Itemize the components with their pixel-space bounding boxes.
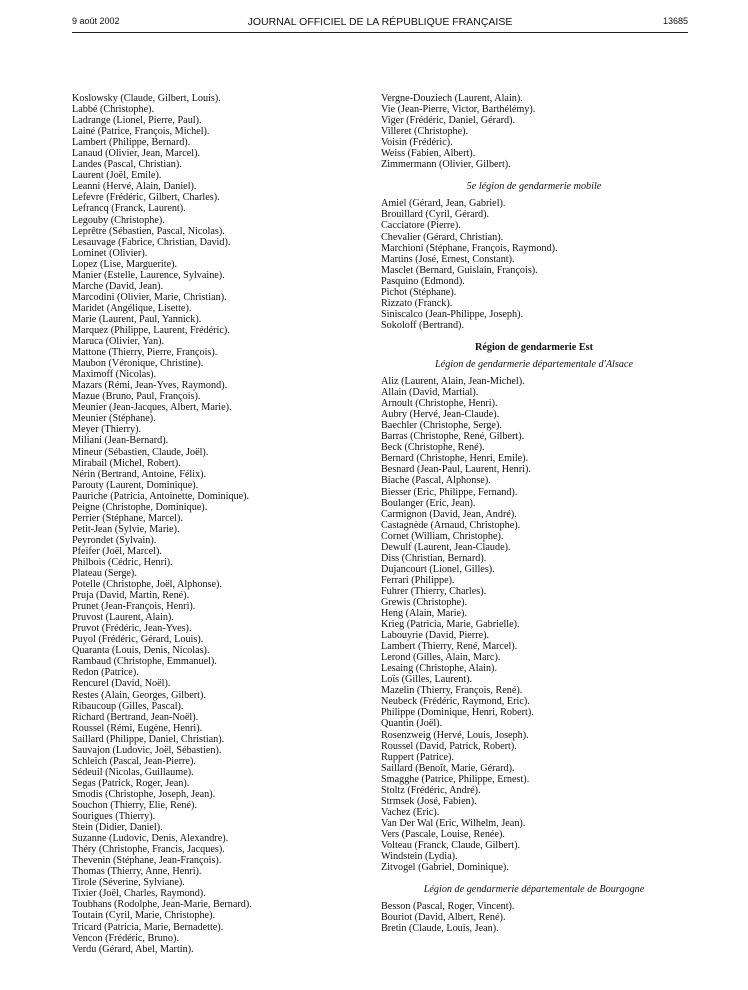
list-item: Mazue (Bruno, Paul, François). xyxy=(72,391,201,403)
list-item: Toubhans (Rodolphe, Jean-Marie, Bernard). xyxy=(72,899,252,911)
region-heading-est: Région de gendarmerie Est xyxy=(475,341,593,353)
list-item: Meunier (Jean-Jacques, Albert, Marie). xyxy=(72,402,232,414)
list-item: Suzanne (Ludovic, Denis, Alexandre). xyxy=(72,833,229,845)
list-item: Manier (Estelle, Laurence, Sylvaine). xyxy=(72,269,225,281)
list-item: Philbois (Cédric, Henri). xyxy=(72,556,173,568)
list-item: Pruvost (Laurent, Alain). xyxy=(72,612,174,624)
list-item: Grewis (Christophe). xyxy=(381,596,468,608)
list-item: Peigne (Christophe, Dominique). xyxy=(72,501,208,513)
list-item: Lesaing (Christophe, Alain). xyxy=(381,663,498,675)
list-item: Restes (Alain, Georges, Gilbert). xyxy=(72,689,206,701)
list-item: Cornet (William, Christophe). xyxy=(381,530,504,542)
list-item: Leprêtre (Sébastien, Pascal, Nicolas). xyxy=(72,225,225,237)
list-item: Pruvot (Frédéric, Jean-Yves). xyxy=(72,623,192,635)
list-item: Beck (Christophe, René). xyxy=(381,442,485,454)
list-item: Diss (Christian, Bernard). xyxy=(381,552,487,564)
list-item: Petit-Jean (Sylvie, Marie). xyxy=(72,523,180,535)
spacer xyxy=(381,331,687,342)
list-item: Dujancourt (Lionel, Gilles). xyxy=(381,563,495,575)
list-item: Landes (Pascal, Christian). xyxy=(72,159,182,171)
list-item: Lanaud (Olivier, Jean, Marcel). xyxy=(72,148,201,160)
list-item: Windstein (Lydia). xyxy=(381,851,458,863)
list-item: Maubon (Véronique, Christine). xyxy=(72,358,204,370)
list-item: Vie (Jean-Pierre, Victor, Barthélémy). xyxy=(381,104,536,116)
list-item: Pfeifer (Joël, Marcel). xyxy=(72,545,162,557)
list-item: Neubeck (Frédéric, Raymond, Eric). xyxy=(381,696,530,708)
list-item: Tirole (Séverine, Sylviane). xyxy=(72,877,185,889)
list-item: Meyer (Thierry). xyxy=(72,424,142,436)
list-item: Allain (David, Martial). xyxy=(381,387,479,399)
list-item: Fuhrer (Thierry, Charles). xyxy=(381,585,487,597)
list-item: Strmsek (José, Fabien). xyxy=(381,795,477,807)
list-item: Lainé (Patrice, François, Michel). xyxy=(72,126,210,138)
list-item: Redon (Patrice). xyxy=(72,667,139,679)
list-item: Ruppert (Patrice). xyxy=(381,751,454,763)
list-item: Vergne-Douziech (Laurent, Alain). xyxy=(381,93,523,104)
alsace-list xyxy=(381,376,687,873)
list-item: Maridet (Angélique, Lisette). xyxy=(72,302,192,314)
list-item: Zitvogel (Gabriel, Dominique). xyxy=(381,862,509,874)
mobile-list xyxy=(381,198,687,331)
list-item: Mazelin (Thierry, François, René). xyxy=(381,685,523,697)
list-item: Marchioni (Stéphane, François, Raymond). xyxy=(381,242,558,254)
list-item: Voisin (Frédéric). xyxy=(381,137,453,149)
list-item: Mirabail (Michel, Robert). xyxy=(72,457,181,469)
list-item: Miliani (Jean-Bernard). xyxy=(72,435,169,447)
section-heading-mobile: 5e légion de gendarmerie mobile xyxy=(466,181,602,193)
list-item: Sokoloff (Bertrand). xyxy=(381,319,464,331)
list-item: Lambert (Thierry, René, Marcel). xyxy=(381,641,518,653)
list-item: Vachez (Eric). xyxy=(381,806,440,818)
header-title: JOURNAL OFFICIEL DE LA RÉPUBLIQUE FRANÇAISE xyxy=(247,16,513,28)
list-item: Verdu (Gérard, Abel, Martin). xyxy=(72,943,194,955)
list-item: Lefevre (Frédéric, Gilbert, Charles). xyxy=(72,192,220,204)
spacer xyxy=(381,873,687,884)
right-top-list xyxy=(381,93,687,170)
list-item: Quaranta (Louis, Denis, Nicolas). xyxy=(72,645,210,657)
list-item: Maruca (Olivier, Yan). xyxy=(72,336,165,348)
list-item: Masclet (Bernard, Guislain, François). xyxy=(381,264,538,276)
list-item: Smodis (Christophe, Joseph, Jean). xyxy=(72,788,216,800)
list-item: Aubry (Hervé, Jean-Claude). xyxy=(381,409,500,421)
list-item: Brouillard (Cyril, Gérard). xyxy=(381,209,490,221)
list-item: Rizzato (Franck). xyxy=(381,297,453,309)
list-item: Villeret (Christophe). xyxy=(381,126,469,138)
list-item: Souchon (Thierry, Elie, René). xyxy=(72,800,197,811)
list-item: Weiss (Fabien, Albert). xyxy=(381,148,476,160)
list-item: Labouyrie (David, Pierre). xyxy=(381,630,490,642)
list-item: Ladrange (Lionel, Pierre, Paul). xyxy=(72,115,202,127)
list-item: Pasquino (Edmond). xyxy=(381,275,465,287)
list-item: Roussel (David, Patrick, Robert). xyxy=(381,740,517,752)
list-item: Lopez (Lise, Marguerite). xyxy=(72,258,178,270)
list-item: Aliz (Laurent, Alain, Jean-Michel). xyxy=(381,376,525,388)
list-item: Théry (Christophe, Francis, Jacques). xyxy=(72,844,225,856)
list-item: Vers (Pascale, Louise, Renée). xyxy=(381,828,505,840)
bourgogne-list xyxy=(381,901,687,934)
list-item: Sédeuil (Nicolas, Guillaume). xyxy=(72,766,194,778)
list-item: Bouriot (David, Albert, René). xyxy=(381,912,506,924)
list-item: Saillard (Philippe, Daniel, Christian). xyxy=(72,733,225,745)
header-date: 9 août 2002 xyxy=(72,16,120,26)
list-item: Rosenzweig (Hervé, Louis, Joseph). xyxy=(381,729,529,741)
list-item: Roussel (Rémi, Eugène, Henri). xyxy=(72,722,203,734)
list-item: Nérin (Bertrand, Antoine, Félix). xyxy=(72,468,207,480)
list-item: Laurent (Joël, Emile). xyxy=(72,170,162,182)
left-column xyxy=(72,93,360,955)
list-item: Toutain (Cyril, Marie, Christophe). xyxy=(72,910,216,922)
list-item: Puyol (Frédéric, Gérard, Louis). xyxy=(72,634,204,646)
list-item: Castagnède (Arnaud, Christophe). xyxy=(381,519,521,531)
list-item: Van Der Wal (Eric, Wilhelm, Jean). xyxy=(381,817,526,829)
list-item: Sauvajon (Ludovic, Joël, Sébastien). xyxy=(72,744,222,756)
list-item: Lominet (Olivier). xyxy=(72,247,148,259)
header-page-number: 13685 xyxy=(662,16,688,26)
list-item: Zimmermann (Olivier, Gilbert). xyxy=(381,159,511,171)
list-item: Heng (Alain, Marie). xyxy=(381,608,467,620)
list-item: Rencurel (David, Noël). xyxy=(72,678,171,690)
list-item: Legouby (Christophe). xyxy=(72,214,165,226)
section-heading-bourgogne: Légion de gendarmerie départementale de Bourgogne xyxy=(423,884,645,896)
list-item: Thevenin (Stéphane, Jean-François). xyxy=(72,855,222,867)
list-item: Martins (José, Ernest, Constant). xyxy=(381,253,515,265)
list-item: Stein (Didier, Daniel). xyxy=(72,822,163,834)
spacer xyxy=(381,170,687,181)
list-item: Saillard (Benoît, Marie, Gérard). xyxy=(381,762,515,774)
list-item: Pauriche (Patricia, Antoinette, Dominique). xyxy=(72,490,250,502)
header-rule xyxy=(72,32,688,33)
list-item: Philippe (Dominique, Henri, Robert). xyxy=(381,707,534,719)
list-item: Potelle (Christophe, Joël, Alphonse). xyxy=(72,579,222,591)
list-item: Marquez (Philippe, Laurent, Frédéric). xyxy=(72,324,230,336)
list-item: Pichot (Stéphane). xyxy=(381,286,457,298)
list-item: Boulanger (Eric, Jean). xyxy=(381,497,476,509)
list-item: Quantin (Joël). xyxy=(381,718,443,730)
list-item: Mazars (Rémi, Jean-Yves, Raymond). xyxy=(72,380,228,392)
list-item: Lambert (Philippe, Bernard). xyxy=(72,137,191,149)
list-item: Arnoult (Christophe, Henri). xyxy=(381,398,498,410)
list-item: Schleich (Pascal, Jean-Pierre). xyxy=(72,755,196,767)
list-item: Biesser (Eric, Philippe, Fernand). xyxy=(381,486,518,498)
list-item: Besnard (Jean-Paul, Laurent, Henri). xyxy=(381,464,531,476)
list-item: Rambaud (Christophe, Emmanuel). xyxy=(72,656,217,668)
list-item: Viger (Frédéric, Daniel, Gérard). xyxy=(381,115,516,127)
list-item: Bernard (Christophe, Henri, Emile). xyxy=(381,453,529,465)
list-item: Tricard (Patricia, Marie, Bernadette). xyxy=(72,921,224,933)
page-header xyxy=(72,16,688,32)
list-item: Dewulf (Laurent, Jean-Claude). xyxy=(381,541,511,553)
list-item: Mineur (Sébastien, Claude, Joël). xyxy=(72,446,209,458)
list-item: Bretin (Claude, Louis, Jean). xyxy=(381,923,499,935)
list-item: Prunet (Jean-François, Henri). xyxy=(72,601,196,613)
list-item: Segas (Patrick, Roger, Jean). xyxy=(72,777,190,789)
list-item: Lefrancq (Franck, Laurent). xyxy=(72,203,186,215)
list-item: Leanni (Hervé, Alain, Daniel). xyxy=(72,181,197,193)
list-item: Plateau (Serge). xyxy=(72,568,137,580)
list-item: Smagghe (Patrice, Philippe, Ernest). xyxy=(381,773,530,785)
list-item: Marche (David, Jean). xyxy=(72,280,164,292)
list-item: Cacciatore (Pierre). xyxy=(381,220,461,232)
list-item: Parouty (Laurent, Dominique). xyxy=(72,479,199,491)
right-column xyxy=(381,93,687,934)
list-item: Stoltz (Frédéric, André). xyxy=(381,784,481,796)
list-item: Thomas (Thierry, Anne, Henri). xyxy=(72,866,202,878)
list-item: Maximoff (Nicolas). xyxy=(72,369,157,381)
list-item: Biache (Pascal, Alphonse). xyxy=(381,475,491,487)
list-item: Besson (Pascal, Roger, Vincent). xyxy=(381,901,515,913)
list-item: Vencon (Frédéric, Bruno). xyxy=(72,932,179,944)
list-item: Barras (Christophe, René, Gilbert). xyxy=(381,431,525,443)
list-item: Koslowsky (Claude, Gilbert, Louis). xyxy=(72,93,221,104)
section-heading-alsace: Légion de gendarmerie départementale d'Alsace xyxy=(435,358,633,370)
list-item: Carmignon (David, Jean, André). xyxy=(381,508,517,520)
list-item: Chevalier (Gérard, Christian). xyxy=(381,231,504,243)
list-item: Siniscalco (Jean-Philippe, Joseph). xyxy=(381,308,524,320)
list-item: Mattone (Thierry, Pierre, François). xyxy=(72,347,218,359)
list-item: Baechler (Christophe, Serge). xyxy=(381,420,502,432)
list-item: Sourigues (Thierry). xyxy=(72,811,156,823)
list-item: Pruja (David, Martin, René). xyxy=(72,590,190,602)
list-item: Meunier (Stéphane). xyxy=(72,413,156,425)
list-item: Richard (Bertrand, Jean-Noël). xyxy=(72,711,199,723)
list-item: Peyrondet (Sylvain). xyxy=(72,534,157,546)
list-item: Amiel (Gérard, Jean, Gabriel). xyxy=(381,198,506,210)
list-item: Marcodini (Olivier, Marie, Christian). xyxy=(72,291,227,303)
list-item: Volteau (Franck, Claude, Gilbert). xyxy=(381,840,521,851)
list-item: Perrier (Stéphane, Marcel). xyxy=(72,512,183,524)
list-item: Labbé (Christophe). xyxy=(72,104,155,116)
list-item: Ferrari (Philippe). xyxy=(381,574,455,586)
list-item: Lerond (Gilles, Alain, Marc). xyxy=(381,652,501,664)
list-item: Ribaucoup (Gilles, Pascal). xyxy=(72,700,184,712)
list-item: Marie (Laurent, Paul, Yannick). xyxy=(72,313,202,325)
list-item: Tixier (Joël, Charles, Raymond). xyxy=(72,888,206,900)
list-item: Loïs (Gilles, Laurent). xyxy=(381,674,473,686)
list-item: Krieg (Patricia, Marie, Gabrielle). xyxy=(381,619,520,631)
list-item: Lesauvage (Fabrice, Christian, David). xyxy=(72,236,231,248)
